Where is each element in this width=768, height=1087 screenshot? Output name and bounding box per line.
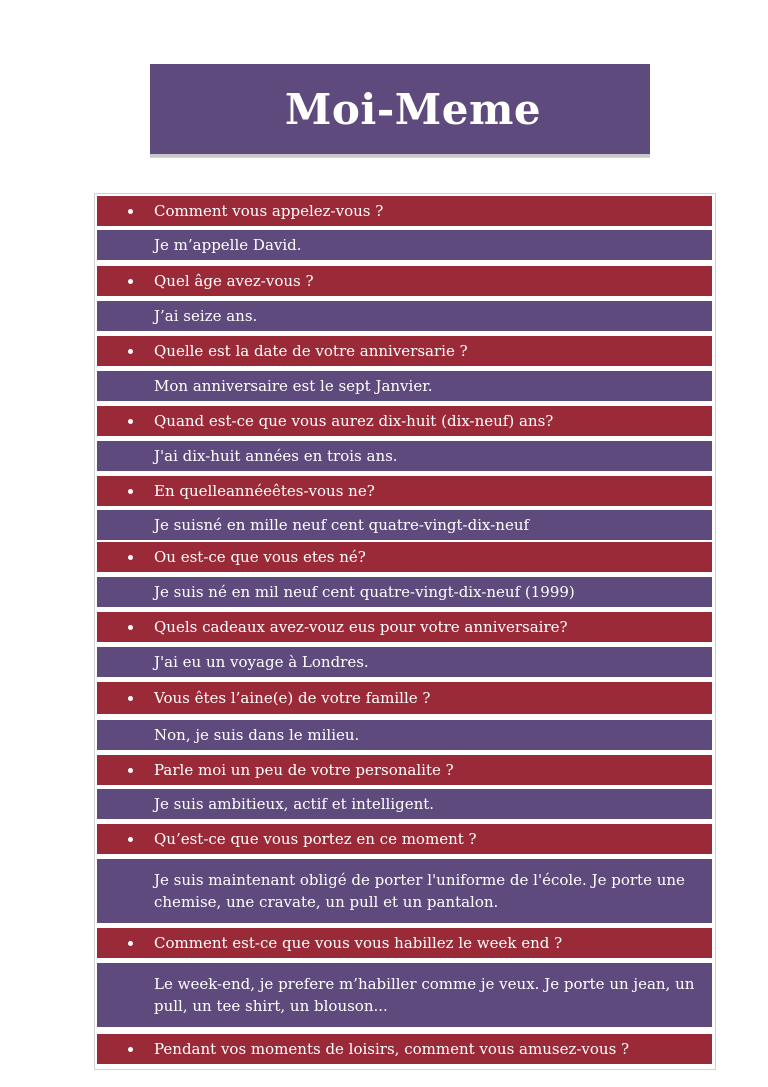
bullet-icon — [128, 349, 133, 354]
question-row — [97, 612, 712, 642]
answer-row — [97, 963, 712, 1027]
answer-text: Je suis maintenant obligé de porter l'uniforme de l'école. Je porte une chemise, une cravate, un pull et un pantalon. — [154, 871, 685, 911]
bullet-icon — [128, 1047, 133, 1052]
question-text: Quels cadeaux avez-vouz eus pour votre anniversaire? — [154, 618, 568, 636]
question-row — [97, 476, 712, 506]
question-row — [97, 406, 712, 436]
answer-row — [97, 789, 712, 819]
question-row — [97, 1034, 712, 1064]
bullet-icon — [128, 625, 133, 630]
answer-row — [97, 441, 712, 471]
question-text: En quelleannéeêtes-vous ne? — [154, 482, 375, 500]
answer-row — [97, 230, 712, 260]
question-text: Quel âge avez-vous ? — [154, 272, 314, 290]
question-row — [97, 266, 712, 296]
answer-row — [97, 859, 712, 923]
question-text: Quelle est la date de votre anniversarie ? — [154, 342, 468, 360]
answer-row — [97, 371, 712, 401]
question-text: Comment vous appelez-vous ? — [154, 202, 384, 220]
question-row — [97, 755, 712, 785]
question-row — [97, 682, 712, 714]
question-text: Vous êtes l’aine(e) de votre famille ? — [154, 689, 431, 707]
question-text: Ou est-ce que vous etes né? — [154, 548, 366, 566]
page-title: Moi-Meme — [284, 84, 542, 134]
answer-row — [97, 577, 712, 607]
answer-text: Je suis ambitieux, actif et intelligent. — [154, 795, 435, 813]
answer-row — [97, 301, 712, 331]
question-row — [97, 542, 712, 572]
question-text: Qu’est-ce que vous portez en ce moment ? — [154, 830, 477, 848]
question-text: Comment est-ce que vous vous habillez le week end ? — [154, 934, 563, 952]
question-text: Parle moi un peu de votre personalite ? — [154, 761, 454, 779]
answer-row — [97, 720, 712, 750]
answer-row — [97, 510, 712, 540]
question-row — [97, 336, 712, 366]
answer-text: Je suis né en mil neuf cent quatre-vingt-dix-neuf (1999) — [154, 583, 575, 601]
answer-text: J’ai seize ans. — [154, 307, 258, 325]
bullet-icon — [128, 209, 133, 214]
question-text: Pendant vos moments de loisirs, comment vous amusez-vous ? — [154, 1040, 630, 1058]
answer-text: J'ai dix-huit années en trois ans. — [154, 447, 398, 465]
bullet-icon — [128, 279, 133, 284]
title-banner — [150, 64, 650, 157]
bullet-icon — [128, 941, 133, 946]
bullet-icon — [128, 555, 133, 560]
bullet-icon — [128, 489, 133, 494]
answer-text: J'ai eu un voyage à Londres. — [154, 653, 369, 671]
question-row — [97, 196, 712, 226]
question-row — [97, 928, 712, 958]
bullet-icon — [128, 837, 133, 842]
answer-row — [97, 647, 712, 677]
answer-text: Je m’appelle David. — [154, 236, 302, 254]
question-text: Quand est-ce que vous aurez dix-huit (dix-neuf) ans? — [154, 412, 554, 430]
bullet-icon — [128, 419, 133, 424]
answer-text: Non, je suis dans le milieu. — [154, 726, 360, 744]
answer-text: Je suisné en mille neuf cent quatre-vingt-dix-neuf — [154, 516, 530, 534]
answer-text: Le week-end, je prefere m’habiller comme je veux. Je porte un jean, un pull, un tee shirt, un blouson... — [154, 975, 695, 1015]
bullet-icon — [128, 696, 133, 701]
qa-table — [94, 193, 716, 1070]
bullet-icon — [128, 768, 133, 773]
question-row — [97, 824, 712, 854]
answer-text: Mon anniversaire est le sept Janvier. — [154, 377, 433, 395]
